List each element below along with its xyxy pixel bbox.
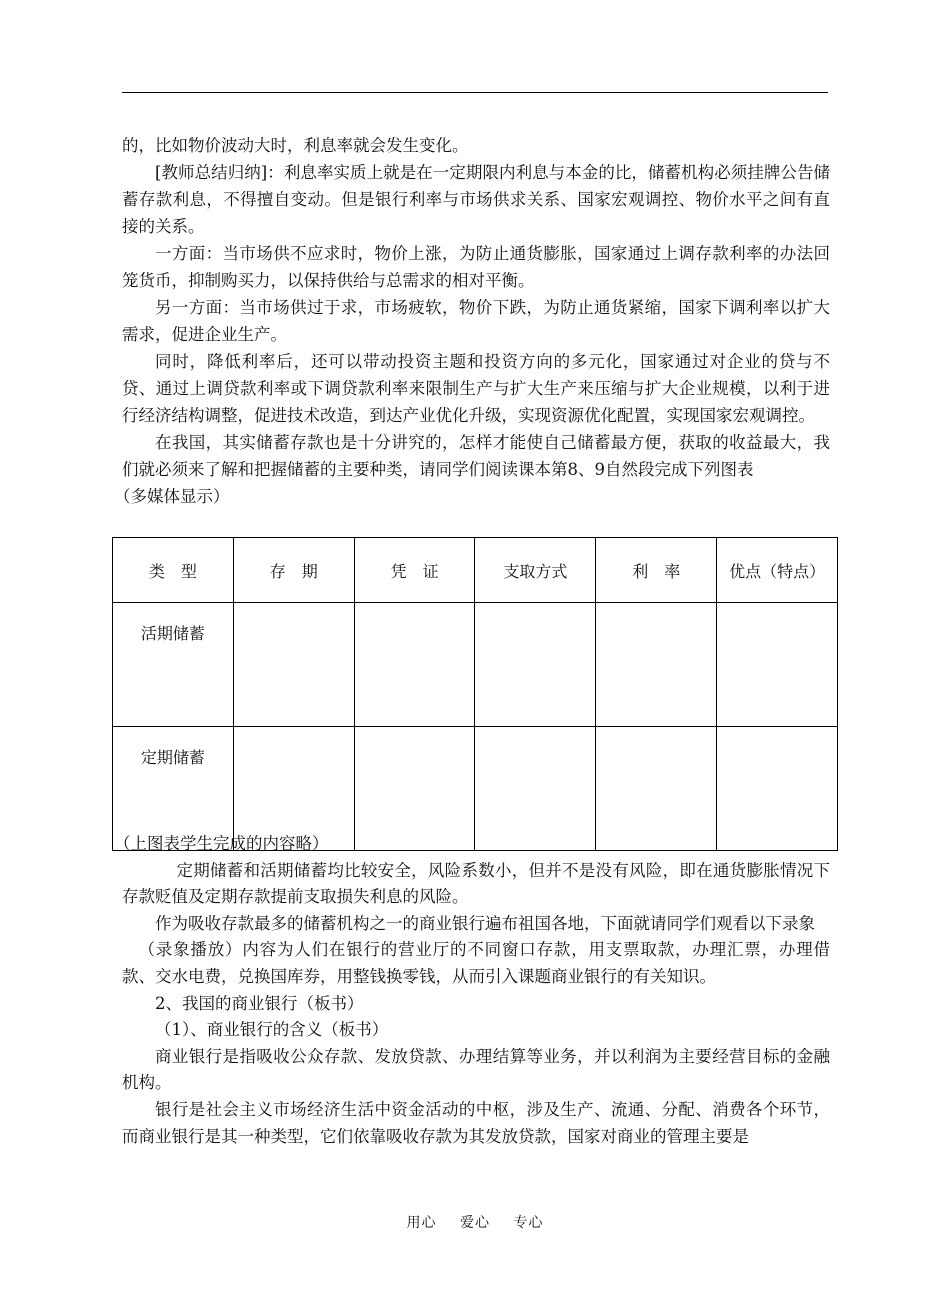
paragraph: （多媒体显示） — [114, 487, 230, 506]
paragraph: 一方面：当市场供不应求时，物价上涨，为防止通货膨胀，国家通过上调存款利率的办法回笼货币，抑制购买力，以保持供给与总需求的相对平衡。 — [122, 244, 830, 290]
paragraph: （录象播放）内容为人们在银行的营业厅的不同窗口存款，用支票取款，办理汇票，办理借款、交水电费，兑换国库券，用整钱换零钱，从而引入课题商业银行的有关知识。 — [122, 940, 830, 986]
row-label: 活期储蓄 — [113, 603, 234, 727]
table-cell — [354, 603, 475, 727]
paragraph: 同时，降低利率后，还可以带动投资主题和投资方向的多元化，国家通过对企业的贷与不贷、通过上调贷款利率或下调贷款利率来限制生产与扩大生产来压缩与扩大企业规模，以利于进行经济结构调整，促进技术改造，到达产业优化升级，实现资源优化配置，实现国家宏观调控。 — [122, 352, 830, 425]
paragraph: 商业银行是指吸收公众存款、发放贷款、办理结算等业务，并以利润为主要经营目标的金融机构。 — [122, 1046, 830, 1093]
footer-word: 专心 — [513, 1215, 544, 1231]
header-cell-type: 类 型 — [113, 538, 234, 603]
paragraph: 的，比如物价波动大时，利息率就会发生变化。 — [122, 136, 469, 155]
paragraph: 定期储蓄和活期储蓄均比较安全，风险系数小，但并不是没有风险，即在通货膨胀情况下存款贬值及定期存款提前支取损失利息的风险。 — [122, 860, 830, 907]
header-cell-rate: 利 率 — [596, 538, 717, 603]
table-row — [113, 603, 838, 727]
table-cell — [717, 603, 838, 727]
paragraph: （上图表学生完成的内容略） — [114, 834, 329, 853]
footer-word: 用心 — [406, 1215, 437, 1231]
header-cell-certificate: 凭 证 — [354, 538, 475, 603]
table-header-row — [113, 538, 838, 603]
table-cell — [596, 603, 717, 727]
header-cell-withdrawal: 支取方式 — [475, 538, 596, 603]
paragraph: 在我国，其实储蓄存款也是十分讲究的，怎样才能使自己储蓄最方便，获取的收益最大，我们就必须来了解和把握储蓄的主要种类，请同学们阅读课本第8、9自然段完成下列图表 — [122, 433, 830, 479]
body-text-top — [114, 132, 830, 510]
page-footer — [0, 1212, 950, 1232]
footer-word: 爱心 — [460, 1215, 490, 1231]
row-label: 定期储蓄 — [113, 727, 234, 851]
paragraph: 2、我国的商业银行（板书） — [155, 993, 364, 1013]
paragraph: （1）、商业银行的含义（板书） — [155, 1020, 389, 1040]
body-text-bottom — [114, 831, 830, 1150]
table-cell — [475, 603, 596, 727]
paragraph: [教师总结归纳]：利息率实质上就是在一定期限内利息与本金的比，储蓄机构必须挂牌公告储蓄存款利息，不得擅自变动。但是银行利率与市场供求关系、国家宏观调控、物价水平之间有直接的关系。 — [122, 163, 830, 236]
table-cell — [233, 603, 354, 727]
paragraph: 另一方面：当市场供过于求，市场疲软，物价下跌，为防止通货紧缩，国家下调利率以扩大需求，促进企业生产。 — [122, 298, 830, 344]
header-cell-feature: 优点（特点） — [717, 538, 838, 603]
header-rule — [122, 92, 828, 93]
savings-table — [112, 537, 838, 851]
paragraph: 作为吸收存款最多的储蓄机构之一的商业银行遍布祖国各地，下面就请同学们观看以下录象 — [155, 913, 815, 933]
header-cell-term: 存 期 — [233, 538, 354, 603]
paragraph: 银行是社会主义市场经济生活中资金活动的中枢，涉及生产、流通、分配、消费各个环节，而商业银行是其一种类型，它们依靠吸收存款为其发放贷款，国家对商业的管理主要是 — [122, 1099, 830, 1146]
